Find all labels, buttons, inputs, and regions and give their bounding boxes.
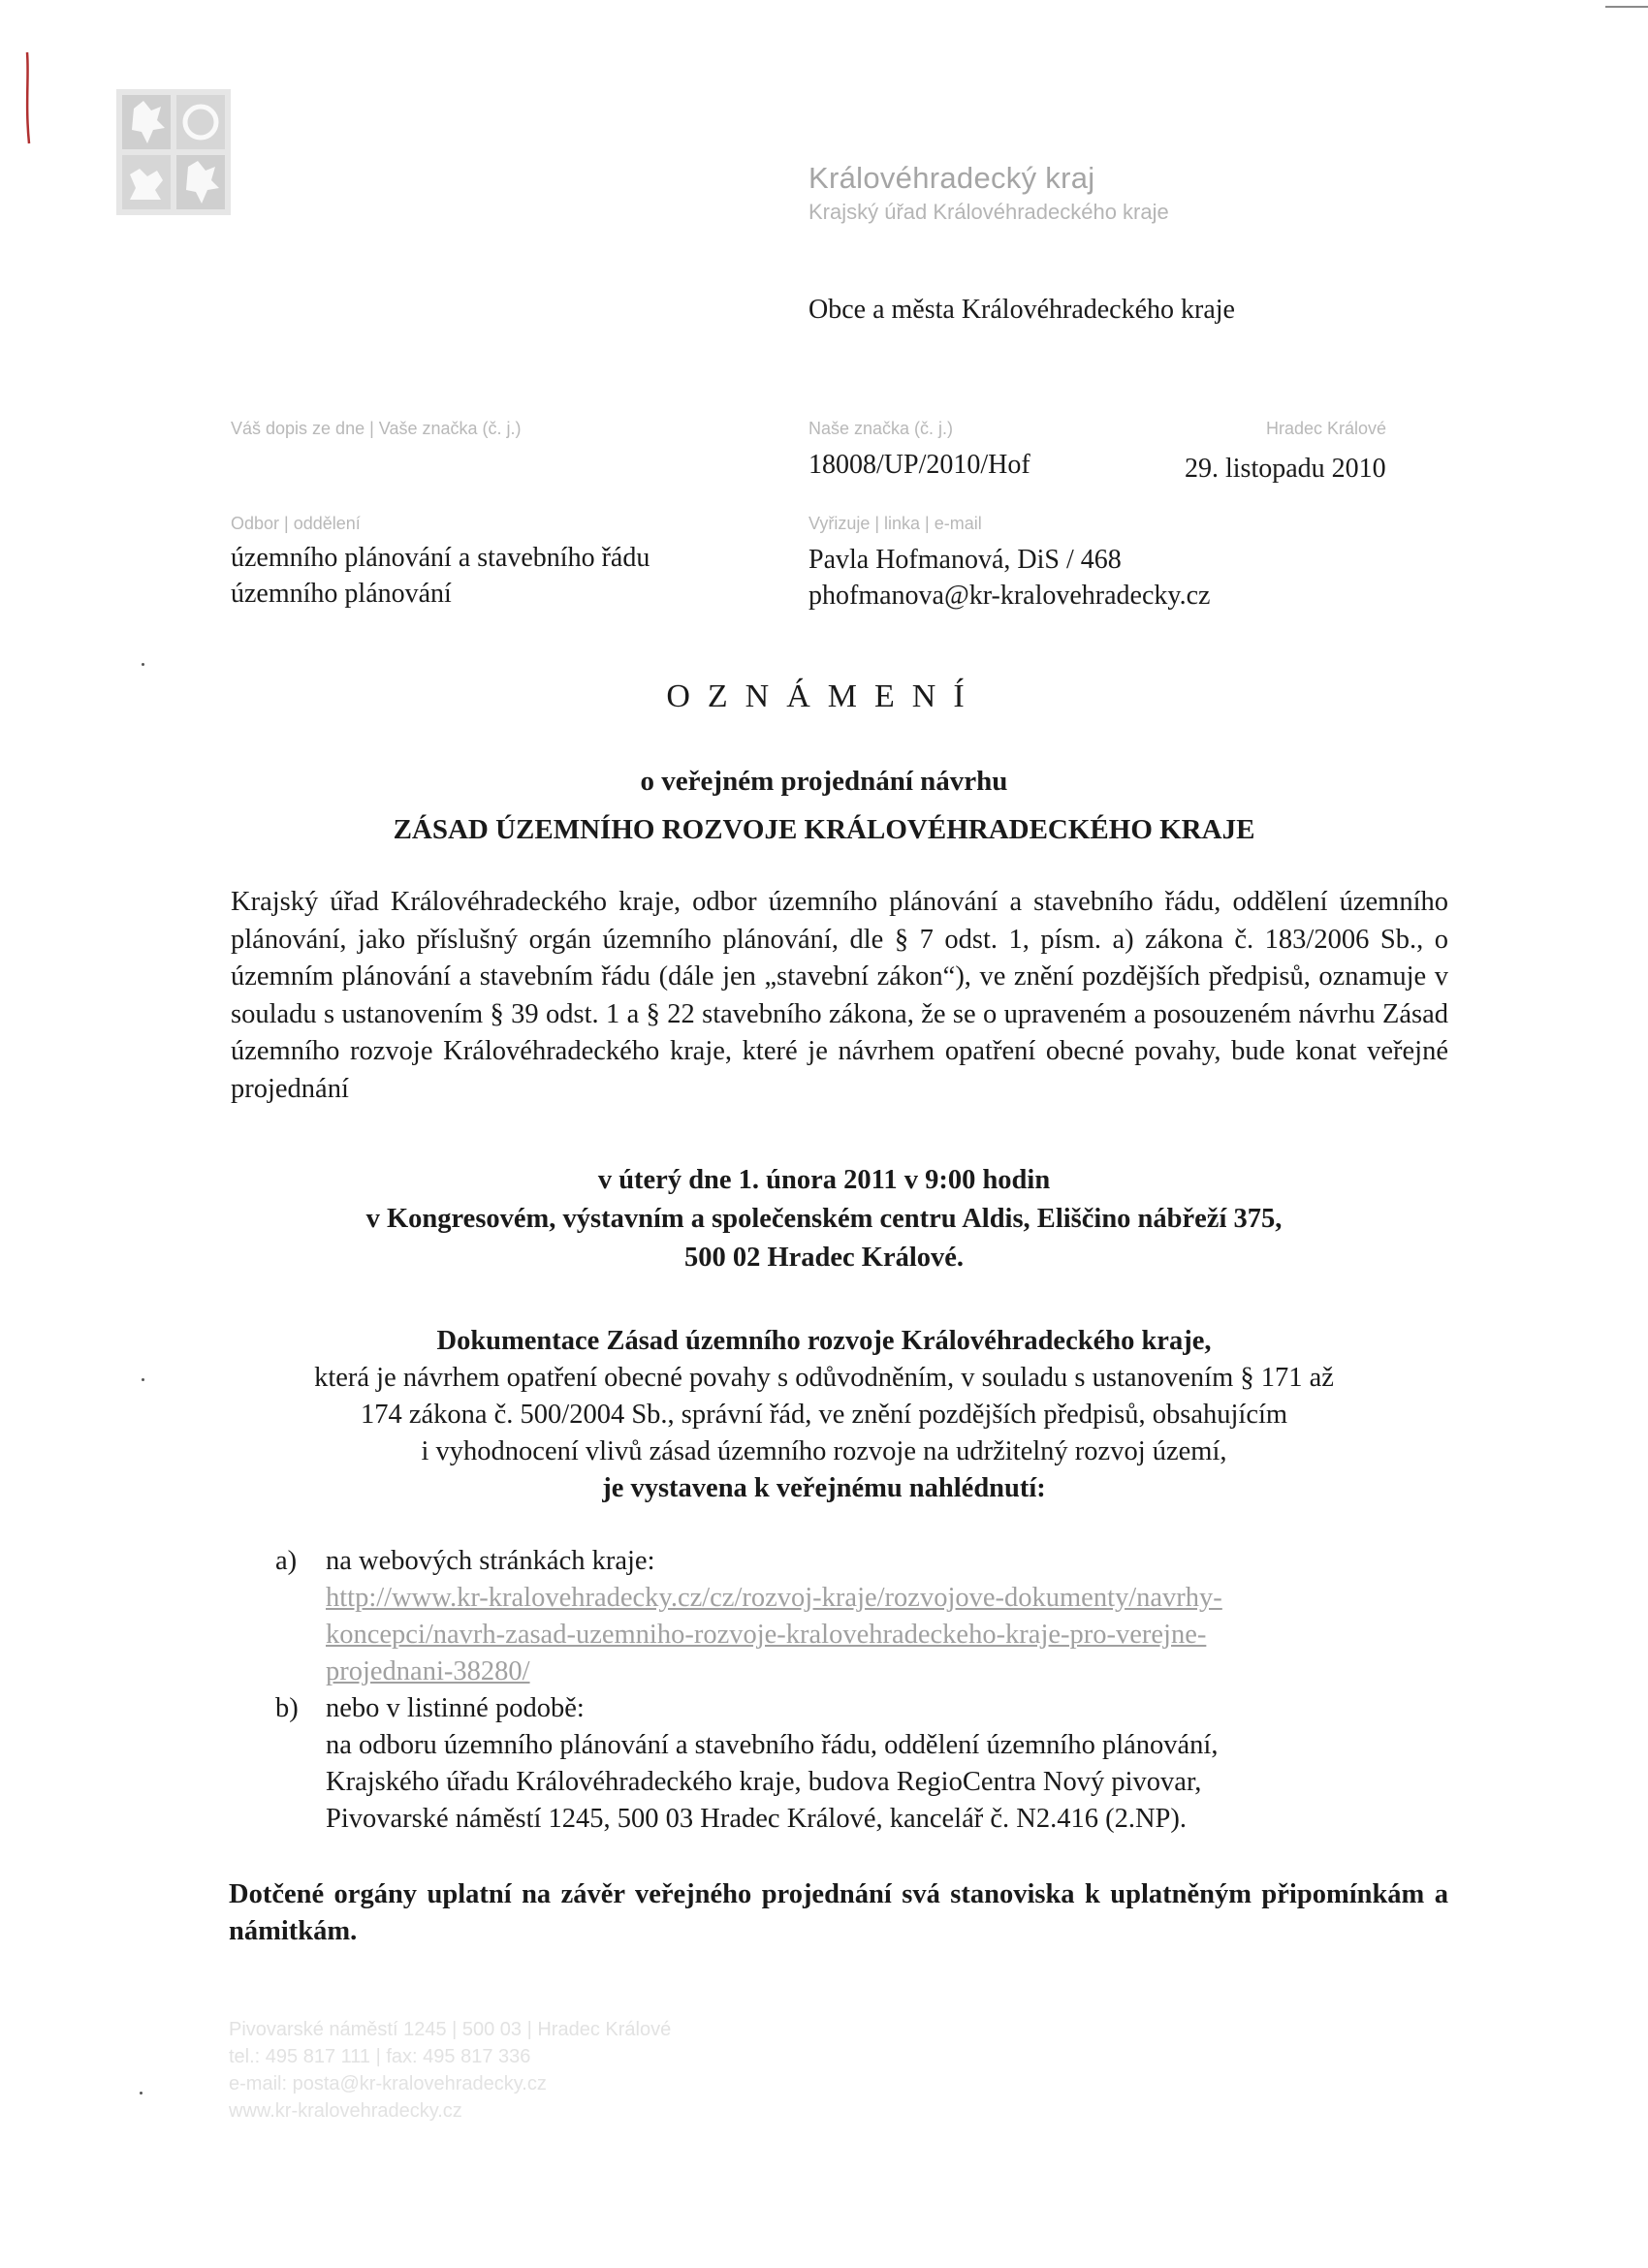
footer-website: www.kr-kralovehradecky.cz <box>229 2100 462 2122</box>
organization-subtitle: Krajský úřad Královéhradeckého kraje <box>808 200 1169 224</box>
coat-of-arms-logo <box>116 89 231 215</box>
documentation-line-3: i vyhodnocení vlivů zásad územního rozvoje na udržitelný rozvoj území, <box>421 1436 1227 1466</box>
letter-date: 29. listopadu 2010 <box>1185 454 1386 484</box>
list-item-b-line-3: Pivovarské náměstí 1245, 500 03 Hradec Králové, kancelář č. N2.416 (2.NP). <box>326 1804 1188 1834</box>
documentation-title: Dokumentace Zásad územního rozvoje Královéhradeckého kraje, <box>436 1326 1212 1356</box>
documentation-line-2: 174 zákona č. 500/2004 Sb., správní řád, ve znění pozdějších předpisů, obsahujícím <box>360 1400 1288 1430</box>
our-ref-value: 18008/UP/2010/Hof <box>808 450 1030 480</box>
department-line-2: územního plánování <box>231 579 452 609</box>
website-link-line-1[interactable]: http://www.kr-kralovehradecky.cz/cz/rozvoj-kraje/rozvojove-dokumenty/navrhy- <box>326 1583 1222 1613</box>
place-label: Hradec Králové <box>1266 419 1387 438</box>
event-city: 500 02 Hradec Králové. <box>683 1243 965 1273</box>
contact-label: Vyřizuje | linka | e-mail <box>808 514 982 533</box>
footer-email: e-mail: posta@kr-kralovehradecky.cz <box>229 2073 547 2095</box>
intro-paragraph: Krajský úřad Královéhradeckého kraje, odbor územního plánování a stavebního řádu, oddělení územního plánování, jako příslušný orgán územního plánování, dle § 7 odst. 1, písm. a) zákona č. 183/2006 Sb., o územním plánování a stavebním řádu (dále jen „stavební zákon“), ve znění pozdějších předpisů, oznamuje v souladu s ustanovením § 39 odst. 1 a § 22 stavebního zákona, že se o upraveném a posouzeném návrhu Zásad územního rozvoje Královéhradeckého kraje, které je návrhem opatření obecné povahy, bude konat veřejné projednání <box>231 887 1448 1104</box>
scan-speck <box>140 2092 143 2095</box>
footer-address: Pivovarské náměstí 1245 | 500 03 | Hradec Králové <box>229 2019 672 2040</box>
documentation-line-1: která je návrhem opatření obecné povahy s odůvodněním, v souladu s ustanovením § 171 až <box>314 1363 1334 1393</box>
website-link-line-3[interactable]: projednani-38280/ <box>326 1656 530 1686</box>
scan-edge-line <box>1605 6 1648 8</box>
scan-speck <box>142 1378 144 1381</box>
your-letter-label: Váš dopis ze dne | Vaše značka (č. j.) <box>231 419 522 438</box>
event-date-time: v úterý dne 1. února 2011 v 9:00 hodin <box>597 1165 1051 1195</box>
list-marker-b: b) <box>275 1693 299 1723</box>
recipient: Obce a města Královéhradeckého kraje <box>808 295 1235 325</box>
website-link[interactable] <box>326 1580 1222 1690</box>
documentation-description <box>0 1360 1648 1470</box>
footer-phone: tel.: 495 817 111 | fax: 495 817 336 <box>229 2046 531 2067</box>
list-item-b-line-2: Krajského úřadu Královéhradeckého kraje, budova RegioCentra Nový pivovar, <box>326 1767 1202 1797</box>
our-ref-label: Naše značka (č. j.) <box>808 419 954 438</box>
notice-subtitle: o veřejném projednání návrhu <box>640 766 1008 797</box>
contact-name: Pavla Hofmanová, DiS / 468 <box>808 545 1122 575</box>
closing-statement: Dotčené orgány uplatní na závěr veřejného projednání svá stanoviska k uplatněným připomínkám a námitkám. <box>229 1879 1448 1946</box>
list-item-a-text: na webových stránkách kraje: <box>326 1546 655 1576</box>
notice-title: OZNÁMENÍ <box>666 678 982 714</box>
notice-subject: ZÁSAD ÚZEMNÍHO ROZVOJE KRÁLOVÉHRADECKÉHO KRAJE <box>393 814 1255 845</box>
organization-name: Královéhradecký kraj <box>808 161 1095 195</box>
list-marker-a: a) <box>275 1546 298 1576</box>
website-link-line-2[interactable]: koncepci/navrh-zasad-uzemniho-rozvoje-kralovehradeckeho-kraje-pro-verejne- <box>326 1620 1207 1650</box>
contact-email: phofmanova@kr-kralovehradecky.cz <box>808 581 1211 611</box>
list-item-b-text: nebo v listinné podobě: <box>326 1693 585 1723</box>
pen-mark <box>14 47 43 153</box>
event-venue: v Kongresovém, výstavním a společenském centru Aldis, Eliščino nábřeží 375, <box>365 1204 1283 1234</box>
scan-speck <box>142 663 144 666</box>
list-item-b-line-1: na odboru územního plánování a stavebního řádu, oddělení územního plánování, <box>326 1730 1219 1760</box>
department-label: Odbor | oddělení <box>231 514 361 533</box>
department-line-1: územního plánování a stavebního řádu <box>231 543 650 573</box>
documentation-availability: je vystavena k veřejnému nahlédnutí: <box>602 1473 1046 1503</box>
event-details <box>0 1161 1648 1277</box>
